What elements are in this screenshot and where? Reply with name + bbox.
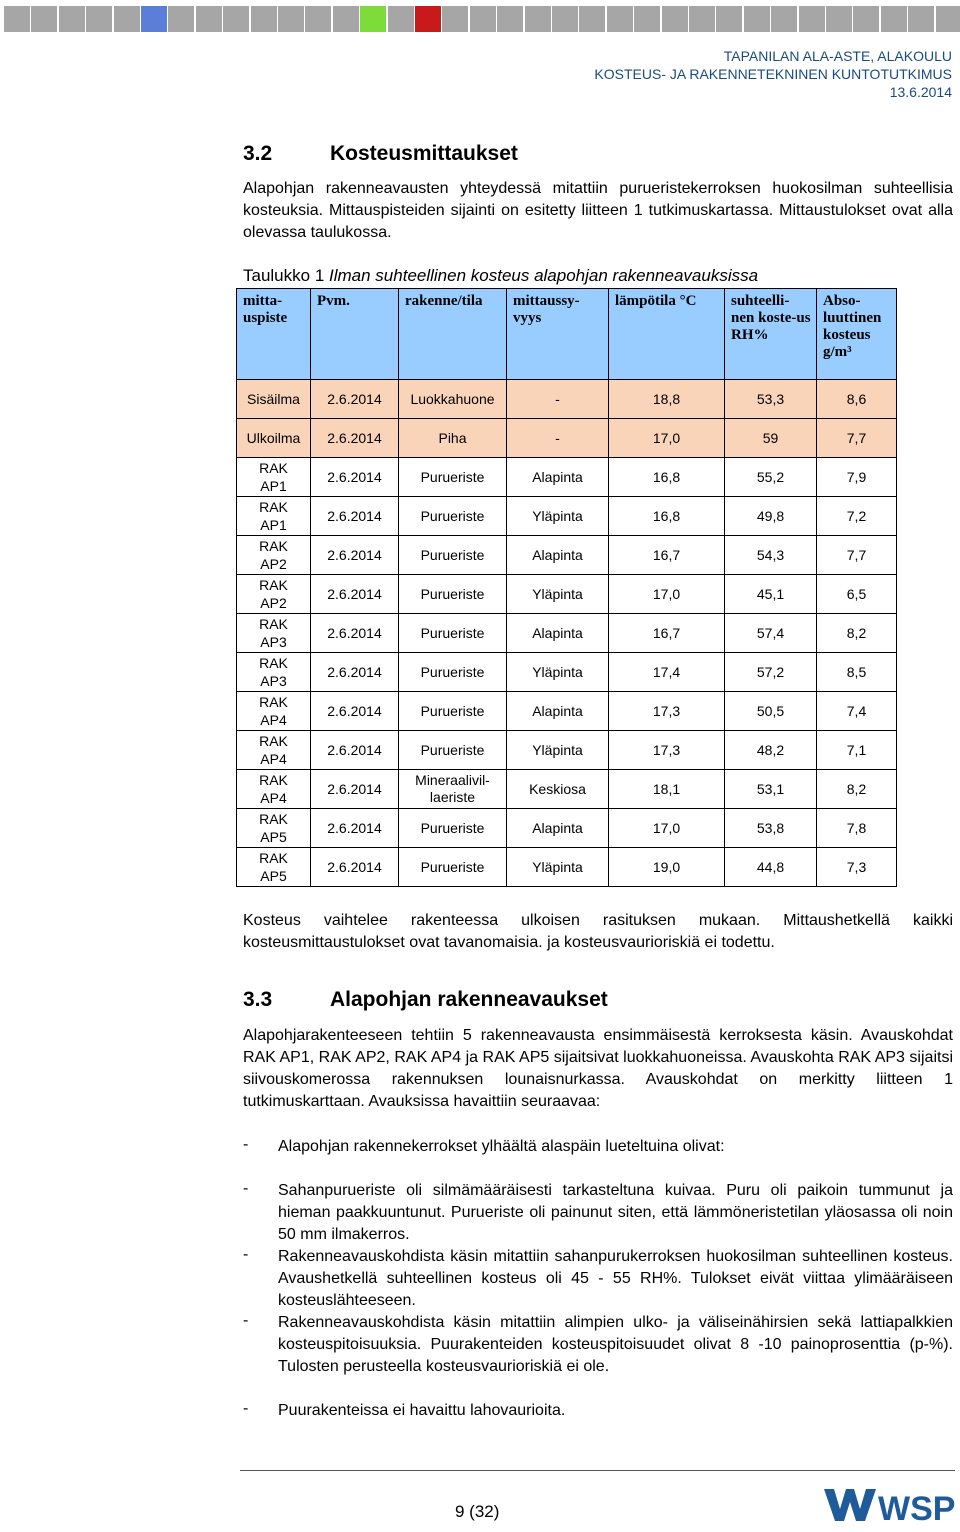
header-square: [634, 6, 660, 32]
table-cell: RAK AP4: [237, 731, 311, 770]
table-cell: 7,8: [817, 809, 897, 848]
table-cell: -: [507, 419, 609, 458]
table-cell: Yläpinta: [507, 653, 609, 692]
table-row: [237, 419, 897, 458]
header-square: [771, 6, 797, 32]
header-cell: mitta-uspiste: [237, 289, 311, 380]
header-cell: lämpötila °C: [609, 289, 725, 380]
table-row: [237, 770, 897, 809]
table-cell: RAK AP2: [237, 575, 311, 614]
table-cell: Alapinta: [507, 458, 609, 497]
table-cell: 7,3: [817, 848, 897, 887]
table-cell: 17,0: [609, 419, 725, 458]
table-cell: 6,5: [817, 575, 897, 614]
header-square: [388, 6, 414, 32]
bullet-dash: -: [243, 1246, 249, 1263]
header-square: [360, 6, 386, 32]
section-3-3-title: Alapohjan rakenneavaukset: [330, 988, 608, 1011]
table-row: [237, 614, 897, 653]
table-row: [237, 848, 897, 887]
table-cell: Purueriste: [399, 653, 507, 692]
table-cell: Purueriste: [399, 731, 507, 770]
table-cell: 54,3: [725, 536, 817, 575]
table-header-row: [237, 289, 897, 380]
table-cell: 48,2: [725, 731, 817, 770]
table-cell: 2.6.2014: [311, 536, 399, 575]
table-cell: 8,2: [817, 614, 897, 653]
table-cell: Piha: [399, 419, 507, 458]
table-row: [237, 575, 897, 614]
table-cell: RAK AP1: [237, 458, 311, 497]
wsp-logo: [820, 1485, 955, 1530]
header-square: [716, 6, 742, 32]
humidity-table: [236, 288, 897, 887]
header-square: [415, 6, 441, 32]
table-cell: 8,5: [817, 653, 897, 692]
header-square: [59, 6, 85, 32]
header-square: [908, 6, 934, 32]
table-row: [237, 809, 897, 848]
table-cell: Purueriste: [399, 848, 507, 887]
table-caption: [243, 266, 758, 286]
header-line2: KOSTEUS- JA RAKENNETEKNINEN KUNTOTUTKIMUS: [594, 66, 952, 82]
table-cell: 2.6.2014: [311, 653, 399, 692]
table-cell: 7,7: [817, 419, 897, 458]
table-cell: 2.6.2014: [311, 419, 399, 458]
table-cell: Yläpinta: [507, 497, 609, 536]
table-cell: RAK AP3: [237, 653, 311, 692]
header-square: [442, 6, 468, 32]
table-cell: 7,4: [817, 692, 897, 731]
header-square: [579, 6, 605, 32]
table-cell: 16,8: [609, 497, 725, 536]
table-cell: Keskiosa: [507, 770, 609, 809]
table-cell: RAK AP4: [237, 692, 311, 731]
bullet-dash: -: [243, 1136, 249, 1153]
table-cell: 17,0: [609, 809, 725, 848]
table-cell: 55,2: [725, 458, 817, 497]
header-square: [141, 6, 167, 32]
header-square: [689, 6, 715, 32]
bullet-item: Rakenneavauskohdista käsin mitattiin sahanpurukerroksen huokosilman suhteellinen kosteus. Avaushetkellä suhteellinen kosteus oli 45 - 55 RH%. Tulokset eivät viittaa ylimääräiseen kosteuslähteeseen.: [278, 1248, 953, 1309]
table-cell: 45,1: [725, 575, 817, 614]
page-number: 9 (32): [455, 1502, 500, 1521]
header-square: [881, 6, 907, 32]
table-row: [237, 731, 897, 770]
table-row: [237, 536, 897, 575]
bullet-item: Rakenneavauskohdista käsin mitattiin alimpien ulko- ja väliseinähirsien sekä lattiapalkkien kosteuspitoisuuksia. Puurakenteiden kosteuspitoisuudet olivat 8 -10 painoprosenttia (p-%). Tulosten perusteella kosteusvaurioriskiä ei ole.: [278, 1314, 953, 1375]
table-cell: 19,0: [609, 848, 725, 887]
table-cell: 18,8: [609, 380, 725, 419]
table-cell: Purueriste: [399, 536, 507, 575]
table-cell: Alapinta: [507, 614, 609, 653]
header-cell: Abso-luuttinen kosteus g/m³: [817, 289, 897, 380]
table-cell: -: [507, 380, 609, 419]
table-cell: Purueriste: [399, 497, 507, 536]
header-square: [278, 6, 304, 32]
header-square: [662, 6, 688, 32]
table-cell: Yläpinta: [507, 731, 609, 770]
header-square: [826, 6, 852, 32]
report-header: [594, 47, 952, 101]
header-square: [744, 6, 770, 32]
table-cell: 16,7: [609, 536, 725, 575]
table-cell: 2.6.2014: [311, 614, 399, 653]
table-cell: 17,4: [609, 653, 725, 692]
table-cell: 7,9: [817, 458, 897, 497]
table-cell: 2.6.2014: [311, 692, 399, 731]
header-square: [799, 6, 825, 32]
section-3-3-paragraph: Alapohjarakenteeseen tehtiin 5 rakenneavausta ensimmäisestä kerroksesta käsin. Avauskohdat RAK AP1, RAK AP2, RAK AP4 ja RAK AP5 sijaitsivat luokkahuoneissa. Avauskohta RAK AP3 sijaitsi siivouskomerossa rakennuksen lounaisnurkassa. Avauskohdat on merkitty liitteen 1 tutkimuskarttaan. Avauksissa havaittiin seuraavaa:: [243, 1027, 953, 1110]
table-caption-text: Ilman suhteellinen kosteus alapohjan rakenneavauksissa: [329, 266, 759, 285]
table-cell: Alapinta: [507, 809, 609, 848]
table-cell: Yläpinta: [507, 848, 609, 887]
table-cell: Ulkoilma: [237, 419, 311, 458]
header-square: [333, 6, 359, 32]
bullet-item: Sahanpurueriste oli silmämääräisesti tarkasteltuna kuivaa. Puru oli paikoin tummunut ja hieman paakkuuntunut. Purueriste oli painunut siten, että lämmöneristetilan yläosassa oli noin 50 mm ilmakerros.: [278, 1182, 953, 1243]
section-3-2-title: Kosteusmittaukset: [330, 142, 518, 165]
header-square: [853, 6, 879, 32]
header-square: [936, 6, 960, 32]
table-cell: 7,1: [817, 731, 897, 770]
header-square: [196, 6, 222, 32]
header-square: [525, 6, 551, 32]
header-square: [223, 6, 249, 32]
footer-divider: [240, 1470, 955, 1471]
header-square: [31, 6, 57, 32]
header-square: [552, 6, 578, 32]
table-cell: Purueriste: [399, 692, 507, 731]
table-cell: 17,3: [609, 692, 725, 731]
table-row: [237, 497, 897, 536]
table-cell: 2.6.2014: [311, 809, 399, 848]
header-date: 13.6.2014: [889, 84, 952, 100]
table-cell: 49,8: [725, 497, 817, 536]
section-3-2-paragraph: Alapohjan rakenneavausten yhteydessä mitattiin purueristekerroksen huokosilman suhteellisia kosteuksia. Mittauspisteiden sijainti on esitetty liitteen 1 tutkimuskartassa. Mittaustulokset ovat alla olevassa taulukossa.: [243, 180, 953, 241]
table-cell: Yläpinta: [507, 575, 609, 614]
section-3-3-number: 3.3: [243, 988, 273, 1011]
table-cell: 53,8: [725, 809, 817, 848]
table-cell: 18,1: [609, 770, 725, 809]
header-square: [607, 6, 633, 32]
table-cell: 53,3: [725, 380, 817, 419]
header-square: [470, 6, 496, 32]
table-cell: 44,8: [725, 848, 817, 887]
bullet-dash: -: [243, 1180, 249, 1197]
table-cell: 7,2: [817, 497, 897, 536]
table-cell: RAK AP5: [237, 809, 311, 848]
bullet-item: Alapohjan rakennekerrokset ylhäältä alaspäin lueteltuina olivat:: [278, 1138, 725, 1155]
bullet-dash: -: [243, 1312, 249, 1329]
header-cell: rakenne/tila: [399, 289, 507, 380]
header-square: [251, 6, 277, 32]
table-cell: 7,7: [817, 536, 897, 575]
table-cell: 2.6.2014: [311, 458, 399, 497]
header-square: [114, 6, 140, 32]
table-row: [237, 458, 897, 497]
header-square: [86, 6, 112, 32]
table-cell: Alapinta: [507, 692, 609, 731]
table-cell: 57,4: [725, 614, 817, 653]
table-cell: RAK AP4: [237, 770, 311, 809]
table-cell: Purueriste: [399, 809, 507, 848]
svg-text:WSP: WSP: [878, 1490, 955, 1525]
header-cell: suhteelli-nen koste-us RH%: [725, 289, 817, 380]
table-conclusion: Kosteus vaihtelee rakenteessa ulkoisen rasituksen mukaan. Mittaushetkellä kaikki kosteusmittaustulokset ovat tavanomaisia. ja kosteusvaurioriskiä ei todettu.: [243, 912, 953, 951]
table-cell: 53,1: [725, 770, 817, 809]
table-cell: 2.6.2014: [311, 848, 399, 887]
table-cell: 50,5: [725, 692, 817, 731]
header-cell: mittaussy-vyys: [507, 289, 609, 380]
header-line1: TAPANILAN ALA-ASTE, ALAKOULU: [723, 48, 952, 64]
table-row: [237, 692, 897, 731]
table-cell: Purueriste: [399, 614, 507, 653]
header-square: [497, 6, 523, 32]
bullet-item: Puurakenteissa ei havaittu lahovaurioita.: [278, 1402, 566, 1419]
table-row: [237, 380, 897, 419]
table-cell: 57,2: [725, 653, 817, 692]
table-cell: 17,0: [609, 575, 725, 614]
table-cell: RAK AP1: [237, 497, 311, 536]
table-cell: Mineraalivil-laeriste: [399, 770, 507, 809]
table-cell: 16,8: [609, 458, 725, 497]
table-cell: RAK AP3: [237, 614, 311, 653]
header-square: [305, 6, 331, 32]
table-cell: 17,3: [609, 731, 725, 770]
bullet-dash: -: [243, 1400, 249, 1417]
table-cell: 59: [725, 419, 817, 458]
table-cell: 8,6: [817, 380, 897, 419]
table-caption-label: Taulukko 1: [243, 266, 325, 285]
header-cell: Pvm.: [311, 289, 399, 380]
table-cell: 2.6.2014: [311, 575, 399, 614]
header-square: [4, 6, 30, 32]
table-cell: Purueriste: [399, 458, 507, 497]
table-cell: RAK AP2: [237, 536, 311, 575]
table-cell: 2.6.2014: [311, 497, 399, 536]
table-row: [237, 653, 897, 692]
table-cell: 2.6.2014: [311, 731, 399, 770]
table-cell: 16,7: [609, 614, 725, 653]
table-cell: Luokkahuone: [399, 380, 507, 419]
table-cell: 2.6.2014: [311, 380, 399, 419]
table-cell: RAK AP5: [237, 848, 311, 887]
table-cell: Purueriste: [399, 575, 507, 614]
table-cell: Sisäilma: [237, 380, 311, 419]
section-3-2-number: 3.2: [243, 142, 273, 165]
header-square: [168, 6, 194, 32]
table-cell: 8,2: [817, 770, 897, 809]
table-cell: 2.6.2014: [311, 770, 399, 809]
table-cell: Alapinta: [507, 536, 609, 575]
